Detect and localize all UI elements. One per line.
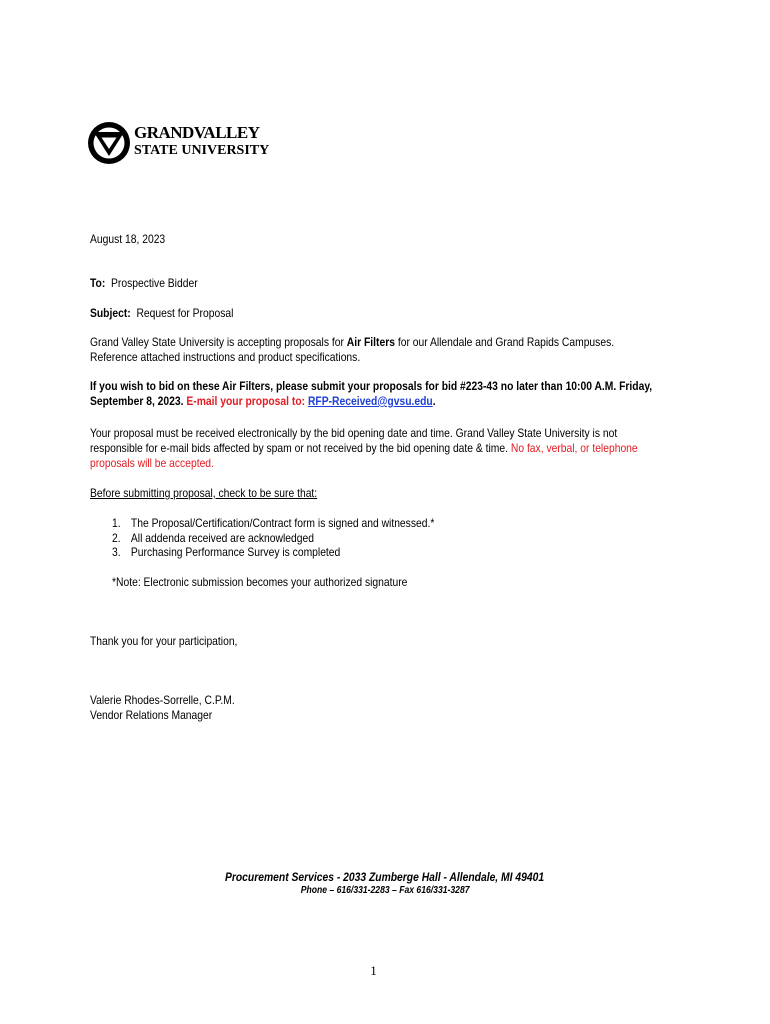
bid-email-prompt: E-mail your proposal to: — [183, 394, 306, 408]
subject-line — [90, 306, 233, 321]
list-item-number: 3. — [112, 545, 121, 559]
no-fax-warning: No fax, verbal, or telephone — [508, 441, 638, 455]
list-item-text: The Proposal/Certification/Contract form is signed and witnessed.* — [130, 516, 435, 530]
to-line — [90, 276, 198, 291]
intro-text-1: Grand Valley State University is accepting proposals for — [90, 335, 347, 349]
list-item — [112, 531, 314, 546]
signer-title: Vendor Relations Manager — [90, 708, 213, 722]
intro-line-1 — [90, 335, 614, 350]
page-number: 1 — [370, 963, 377, 978]
checklist-heading: Before submitting proposal, check to be sure that: — [90, 486, 318, 500]
footer-phone-text: Phone – 616/331-2283 – Fax 616/331-3287 — [300, 885, 470, 896]
list-item-text: All addenda received are acknowledged — [130, 531, 314, 545]
intro-text-2: for our Allendale and Grand Rapids Campuses. — [394, 335, 615, 349]
intro-line-2: Reference attached instructions and product specifications. — [90, 350, 361, 364]
footer-phone — [0, 885, 770, 896]
rfp-email-link[interactable]: RFP-Received@gvsu.edu — [307, 394, 433, 408]
signer-name: Valerie Rhodes-Sorrelle, C.P.M. — [90, 693, 235, 707]
intro-product: Air Filters — [346, 335, 395, 349]
signature-note: *Note: Electronic submission becomes your authorized signature — [112, 575, 408, 589]
logo-line-1: GRANDVALLEY — [134, 123, 260, 142]
logo-wordmark — [134, 124, 269, 159]
list-item — [112, 545, 340, 560]
letter-date: August 18, 2023 — [90, 232, 166, 246]
subject-value: Request for Proposal — [136, 306, 234, 320]
list-item-number: 1. — [112, 516, 121, 530]
to-value: Prospective Bidder — [111, 276, 198, 290]
electronic-line-2 — [90, 441, 638, 456]
bid-line-2 — [90, 394, 436, 409]
list-item-text: Purchasing Performance Survey is completed — [130, 545, 341, 559]
subject-label: Subject: — [90, 306, 131, 320]
bid-date: September 8, 2023. — [90, 394, 184, 408]
electronic-line-3: proposals will be accepted. — [90, 456, 214, 470]
list-item — [112, 516, 434, 531]
footer-address-text: Procurement Services - 2033 Zumberge Hall - Allendale, MI 49401 — [225, 870, 545, 884]
electronic-line-1: Your proposal must be received electronically by the bid opening date and time. Grand Valley State University is not — [90, 426, 618, 440]
logo-line-2: STATE UNIVERSITY — [134, 143, 270, 158]
footer-address — [0, 870, 770, 884]
list-item-number: 2. — [112, 531, 121, 545]
bid-line-1: If you wish to bid on these Air Filters, please submit your proposals for bid #223-43 no later than 10:00 A.M. Friday, — [90, 379, 653, 393]
electronic-text: responsible for e-mail bids affected by spam or not received by the bid opening date & time. — [90, 441, 509, 455]
to-label: To: — [90, 276, 106, 290]
bid-period: . — [432, 394, 436, 408]
closing-line: Thank you for your participation, — [90, 634, 238, 648]
